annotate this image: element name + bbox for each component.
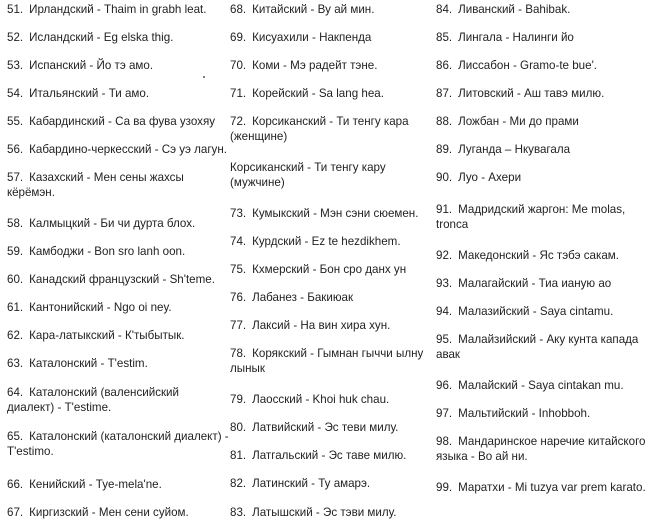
list-item: [7, 328, 229, 343]
list-item: [230, 234, 432, 249]
list-item: [436, 332, 658, 362]
list-item: [230, 290, 432, 305]
item-number: 91.: [436, 203, 453, 216]
list-item: [7, 356, 229, 371]
item-text: Малайский - Saya cintakan mu.: [458, 379, 624, 392]
item-text: Корсиканский - Ти тенгу кара (женщине): [230, 115, 409, 143]
list-item: [436, 378, 658, 393]
list-item: [7, 385, 229, 415]
list-item: [7, 30, 229, 45]
item-number: 93.: [436, 277, 453, 290]
item-text: Ливанский - Bahibak.: [458, 3, 571, 16]
item-number: 75.: [230, 263, 247, 276]
item-number: 98.: [436, 435, 453, 448]
list-item: [230, 262, 432, 277]
item-number: 54.: [7, 87, 24, 100]
item-text: Мандаринское наречие китайского языка - Во ай ни.: [436, 435, 646, 463]
item-text: Лингала - Налинги йо: [458, 31, 574, 44]
item-text: Коми - Мэ радейт тэне.: [252, 59, 378, 72]
item-number: 77.: [230, 319, 247, 332]
list-item: [7, 216, 229, 231]
item-text: Луо - Ахери: [458, 171, 522, 184]
item-number: 85.: [436, 31, 453, 44]
item-number: 53.: [7, 59, 24, 72]
item-number: 63.: [7, 357, 24, 370]
list-item: [7, 2, 229, 17]
item-text: Малазийский - Saya cintamu.: [458, 305, 614, 318]
item-text: Испанский - Йо тэ амо.: [29, 59, 154, 72]
item-number: 69.: [230, 31, 247, 44]
item-number: 71.: [230, 87, 247, 100]
stray-dot: [203, 76, 205, 78]
list-item: [7, 477, 229, 492]
list-item: [7, 244, 229, 259]
item-number: 58.: [7, 217, 24, 230]
item-text: Кантонийский - Ngo oi ney.: [29, 301, 172, 314]
item-text: Канадский французский - Sh'teme.: [29, 273, 215, 286]
item-text: Малайзийский - Аку кунта капада авак: [436, 333, 639, 361]
list-item: [436, 114, 658, 129]
item-number: 80.: [230, 421, 247, 434]
item-number: 76.: [230, 291, 247, 304]
list-item: [436, 276, 658, 291]
item-text: Ирландский - Thaim in grabh leat.: [29, 3, 207, 16]
item-text: Ложбан - Ми до прами: [458, 115, 579, 128]
list-item: [230, 505, 432, 520]
item-number: 67.: [7, 506, 24, 519]
item-number: 66.: [7, 478, 24, 491]
item-number: 86.: [436, 59, 453, 72]
list-item: [436, 480, 658, 495]
list-item: [230, 86, 432, 101]
list-item: [436, 30, 658, 45]
item-number: 64.: [7, 386, 24, 399]
list-item: [436, 248, 658, 263]
item-number: 87.: [436, 87, 453, 100]
list-item: [230, 448, 432, 463]
item-text: Корейский - Sa lang hea.: [252, 87, 384, 100]
item-text: Маратхи - Mi tuzya var prem karato.: [458, 481, 646, 494]
item-text: Корсиканский - Ти тенгу кару (мужчине): [230, 161, 386, 189]
list-item: [436, 142, 658, 157]
item-text: Итальянский - Ти амо.: [29, 87, 150, 100]
list-item: [7, 170, 229, 200]
item-number: 61.: [7, 301, 24, 314]
item-number: 81.: [230, 449, 247, 462]
list-item: [230, 160, 432, 190]
item-text: Лаксий - На вин хира хун.: [252, 319, 391, 332]
item-number: 88.: [436, 115, 453, 128]
list-item: [7, 300, 229, 315]
item-text: Литовский - Аш тавэ милю.: [458, 87, 605, 100]
item-text: Каталонский (валенсийский диалект) - T'estime.: [7, 386, 180, 414]
item-number: 72.: [230, 115, 247, 128]
item-text: Луганда – Нкувагала: [458, 143, 571, 156]
item-text: Кумыкский - Мэн сэни сюемен.: [252, 207, 419, 220]
item-number: 84.: [436, 3, 453, 16]
list-item: [436, 2, 658, 17]
item-text: Лиссабон - Gramo-te bue'.: [458, 59, 598, 72]
list-item: [230, 318, 432, 333]
item-number: 97.: [436, 407, 453, 420]
list-item: [230, 346, 432, 376]
list-item: [230, 476, 432, 491]
list-item: [7, 58, 229, 73]
item-text: Латвийский - Эс теви милу.: [252, 421, 399, 434]
item-text: Кабардино-черкесский - Сэ уэ лагун.: [29, 143, 227, 156]
item-number: 92.: [436, 249, 453, 262]
item-text: Каталонский (каталонский диалект) - T'estimo.: [7, 430, 229, 458]
item-text: Латинский - Ту амарэ.: [252, 477, 371, 490]
item-number: 65.: [7, 430, 24, 443]
item-number: 60.: [7, 273, 24, 286]
item-number: 70.: [230, 59, 247, 72]
list-item: [7, 505, 229, 520]
item-number: 96.: [436, 379, 453, 392]
list-item: [230, 2, 432, 17]
list-item: [436, 434, 658, 464]
item-number: 57.: [7, 171, 24, 184]
item-number: 83.: [230, 506, 247, 519]
list-item: [230, 58, 432, 73]
list-item: [436, 170, 658, 185]
item-text: Корякский - Гымнан гыччи ылну лынык: [230, 347, 424, 375]
list-item: [7, 429, 229, 459]
item-number: 90.: [436, 171, 453, 184]
item-text: Лаосский - Khoi huk chau.: [252, 393, 390, 406]
list-item: [436, 406, 658, 421]
item-number: 56.: [7, 143, 24, 156]
item-number: 95.: [436, 333, 453, 346]
list-item: [7, 272, 229, 287]
item-number: 68.: [230, 3, 247, 16]
item-number: 74.: [230, 235, 247, 248]
list-item: [7, 114, 229, 129]
item-text: Киргизский - Мен сени суйом.: [29, 506, 189, 519]
item-text: Лабанез - Бакиюак: [252, 291, 354, 304]
item-number: 62.: [7, 329, 24, 342]
item-number: 52.: [7, 31, 24, 44]
item-text: Кенийский - Tye-mela'ne.: [29, 478, 162, 491]
item-text: Каталонский - T'estim.: [29, 357, 148, 370]
item-text: Калмыцкий - Би чи дурта блох.: [29, 217, 196, 230]
list-item: [230, 392, 432, 407]
item-number: 51.: [7, 3, 24, 16]
list-item: [436, 202, 658, 232]
item-number: 89.: [436, 143, 453, 156]
item-text: Мальтийский - Inhobboh.: [458, 407, 591, 420]
list-item: [436, 86, 658, 101]
item-text: Кара-латыкский - К'тыбытык.: [29, 329, 185, 342]
item-text: Исландский - Eg elska thig.: [29, 31, 174, 44]
list-item: [230, 114, 432, 144]
item-text: Кисуахили - Накпенда: [252, 31, 372, 44]
item-number: 79.: [230, 393, 247, 406]
item-number: 55.: [7, 115, 24, 128]
list-item: [230, 30, 432, 45]
item-number: 94.: [436, 305, 453, 318]
list-item: [7, 142, 229, 157]
list-item: [436, 304, 658, 319]
item-text: Камбоджи - Bon sro lanh oon.: [29, 245, 186, 258]
item-text: Кхмерский - Бон сро данх ун: [252, 263, 407, 276]
item-number: 78.: [230, 347, 247, 360]
item-text: Малагайский - Тиа ианую ао: [458, 277, 612, 290]
list-item: [230, 420, 432, 435]
item-text: Македонский - Яс тэбэ сакам.: [458, 249, 619, 262]
item-number: 99.: [436, 481, 453, 494]
item-text: Китайский - Ву ай мин.: [252, 3, 375, 16]
item-text: Кабардинский - Са ва фува узохяу: [29, 115, 216, 128]
item-text: Мадридский жаргон: Me molas, tronca: [436, 203, 626, 231]
item-number: 82.: [230, 477, 247, 490]
item-number: 73.: [230, 207, 247, 220]
item-number: 59.: [7, 245, 24, 258]
list-item: [7, 86, 229, 101]
item-text: Латышский - Эс тэви милу.: [252, 506, 397, 519]
item-text: Латгальский - Эс таве милю.: [252, 449, 407, 462]
item-text: Казахский - Мен сены жахсы кёрёмэн.: [7, 171, 184, 199]
list-item: [436, 58, 658, 73]
list-item: [230, 206, 432, 221]
item-text: Курдский - Ez te hezdikhem.: [252, 235, 401, 248]
